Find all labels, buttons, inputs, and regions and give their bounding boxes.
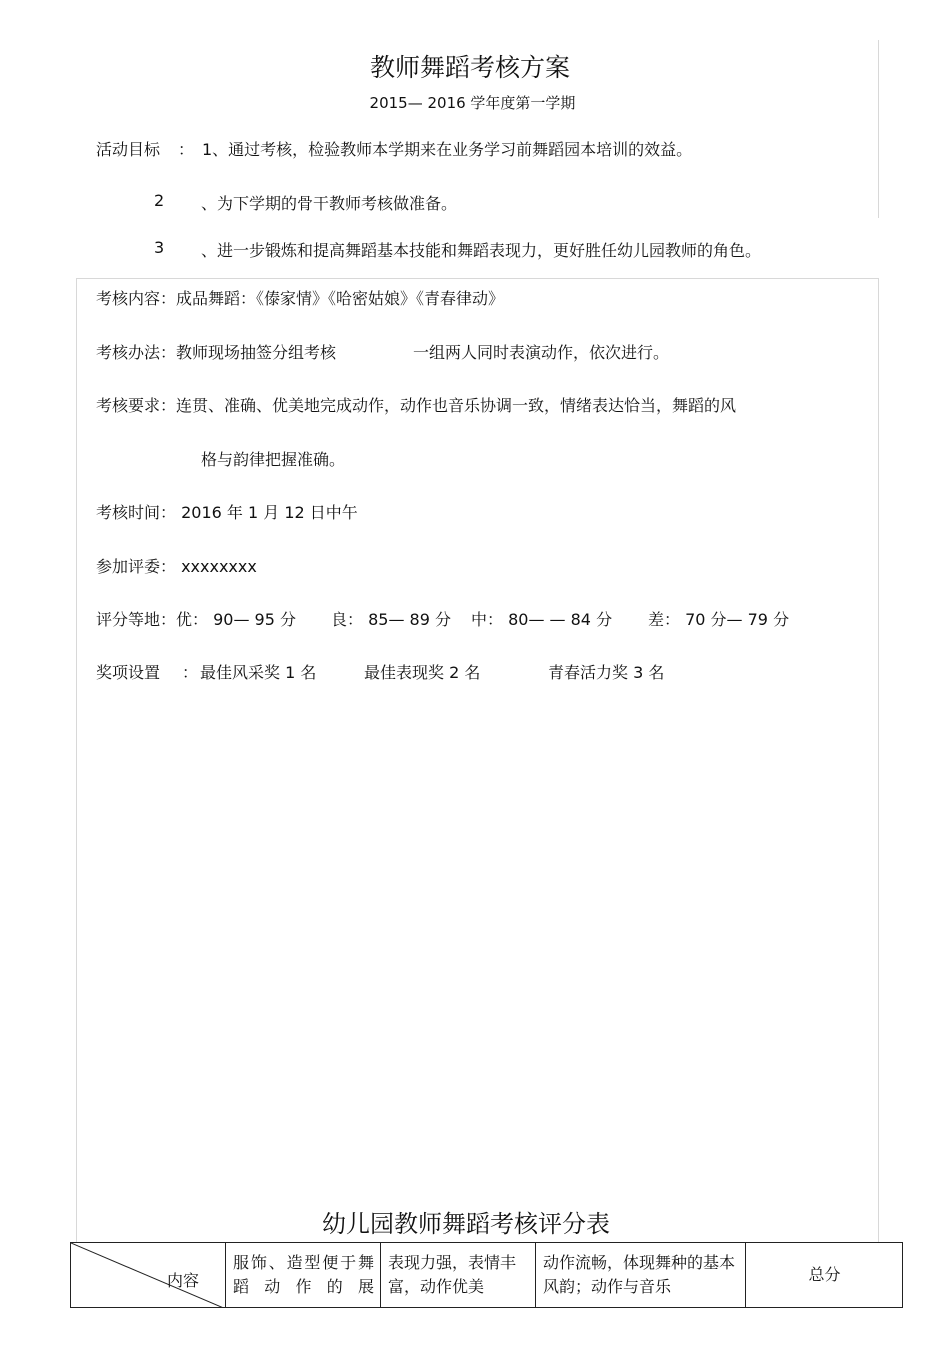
diagonal-line xyxy=(71,1243,226,1308)
score-table-title: 幼儿园教师舞蹈考核评分表 xyxy=(322,1210,610,1238)
judges: 参加评委： xxxxxxxx xyxy=(96,557,257,576)
grade-good: 良： 85— 89 分 xyxy=(331,610,451,629)
assessment-method: 考核办法：教师现场抽签分组考核 xyxy=(96,343,337,362)
assessment-time: 考核时间： 2016 年 1 月 12 日中午 xyxy=(96,503,358,522)
criteria-fluency: 动作流畅，体现舞种的基本风韵；动作与音乐 xyxy=(536,1243,746,1308)
frame-line-right xyxy=(878,278,879,1242)
goal-item-3-number: 3 xyxy=(154,238,165,257)
total-score-header: 总分 xyxy=(746,1243,903,1308)
grade-excellent: 评分等地：优： 90— 95 分 xyxy=(96,610,296,629)
score-table xyxy=(70,1242,903,1308)
award-label: 奖项设置 xyxy=(96,663,161,682)
goal-label: 活动目标 xyxy=(96,140,161,159)
assessment-requirement: 考核要求：连贯、准确、优美地完成动作，动作也音乐协调一致，情绪表达恰当，舞蹈的风 xyxy=(96,396,737,415)
grade-poor: 差： 70 分— 79 分 xyxy=(648,610,790,629)
frame-line-top xyxy=(76,278,879,279)
grade-medium: 中： 80— — 84 分 xyxy=(471,610,613,629)
goal-item-1: 1、通过考核，检验教师本学期来在业务学习前舞蹈园本培训的效益。 xyxy=(202,140,693,159)
table-row xyxy=(71,1243,903,1308)
goal-item-2: 、为下学期的骨干教师考核做准备。 xyxy=(201,194,458,213)
assessment-requirement-cont: 格与韵律把握准确。 xyxy=(201,450,346,469)
award-best-performance: 最佳表现奖 2 名 xyxy=(364,663,481,682)
goal-item-3: 、进一步锻炼和提高舞蹈基本技能和舞蹈表现力，更好胜任幼儿园教师的角色。 xyxy=(201,241,762,260)
frame-line-left xyxy=(76,278,77,1242)
award-best-style: 最佳风采奖 1 名 xyxy=(200,663,317,682)
assessment-method-detail: 一组两人同时表演动作，依次进行。 xyxy=(413,343,670,362)
award-separator: ： xyxy=(182,663,199,682)
corner-label: 内容 xyxy=(166,1271,199,1290)
document-title: 教师舞蹈考核方案 xyxy=(369,53,570,82)
award-youth-vitality: 青春活力奖 3 名 xyxy=(548,663,665,682)
criteria-costume: 服饰、造型便于舞蹈动作的展 xyxy=(226,1243,381,1308)
goal-item-2-number: 2 xyxy=(154,191,165,210)
document-subtitle: 2015— 2016 学年度第一学期 xyxy=(369,94,576,112)
table-corner-cell xyxy=(71,1243,226,1308)
goal-separator: ： xyxy=(178,140,195,159)
assessment-content: 考核内容：成品舞蹈：《傣家情》《哈密姑娘》《青春律动》 xyxy=(96,289,505,308)
criteria-expression: 表现力强，表情丰富，动作优美 xyxy=(381,1243,536,1308)
